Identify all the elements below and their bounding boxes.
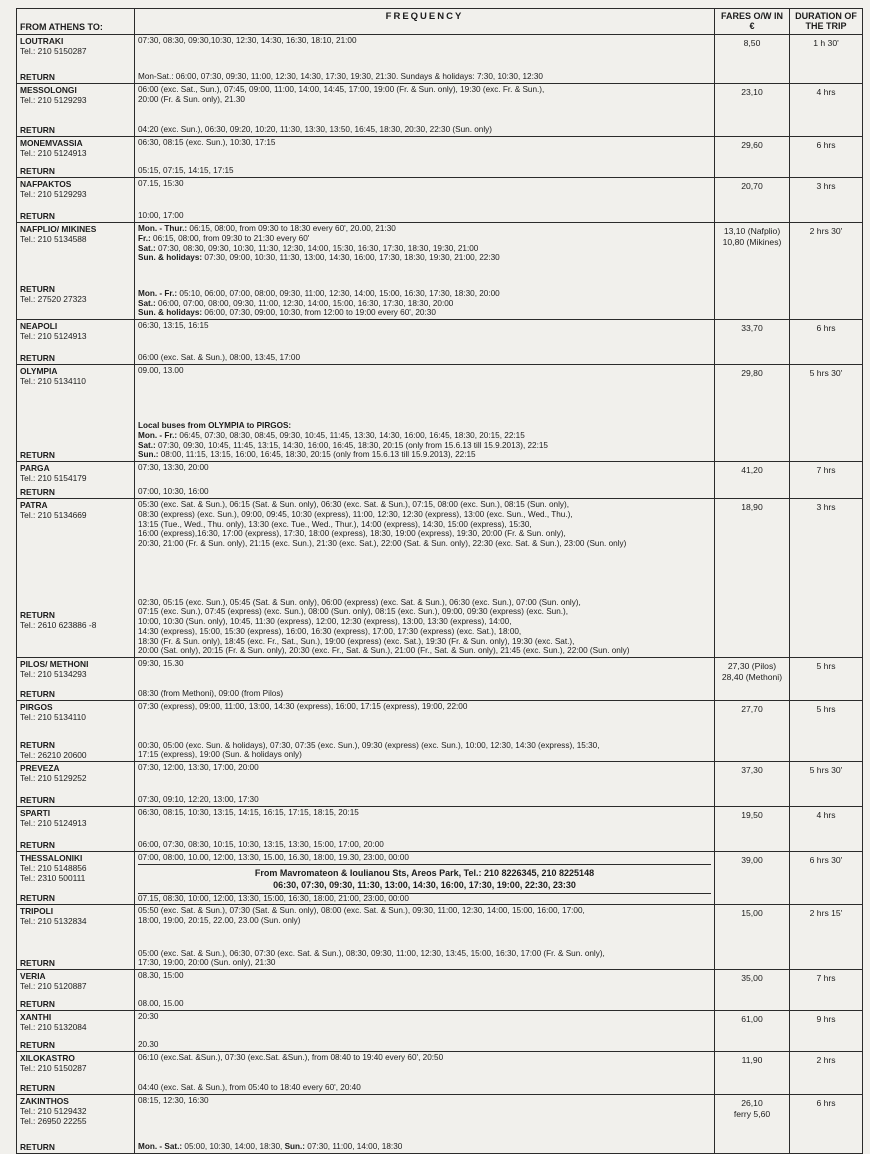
return-label: RETURN [20, 1082, 55, 1093]
times: 05:10, 06:00, 07:00, 08:00, 09:30, 11:00, 12:30, 14:00, 15:00, 16:30, 17:30, 18:30, 20:00 [177, 288, 500, 298]
destination-name: TRIPOLI [20, 906, 54, 916]
schedule-line [138, 441, 711, 451]
phone-number: Tel.: 210 5134110 [20, 376, 86, 387]
frequency-cell [135, 223, 715, 320]
destination-cell [17, 1011, 135, 1052]
duration-cell [790, 178, 863, 223]
duration-value: 6 hrs [816, 323, 836, 333]
phone-number: Tel.: 210 5129252 [20, 773, 87, 784]
frequency-cell [135, 970, 715, 1011]
fare-value: 15,00 [741, 908, 763, 918]
phone-number: Tel.: 210 5132834 [20, 916, 87, 927]
schedule-line [138, 1142, 711, 1152]
destination-cell [17, 701, 135, 762]
schedule-line: 08:30 (express) (exc. Sun.), 09:00, 09:45, 10:30 (express), 11:00, 12:30, 12:30 (express), 13:00 (exc. Sun., Wed., Thu.), [138, 509, 573, 519]
duration-value: 1 h 30' [813, 38, 839, 48]
schedule-line [138, 431, 711, 441]
schedule-line: 20.30 [138, 1040, 159, 1050]
schedule-line: 09.00, 13.00 [138, 366, 184, 375]
return-label: RETURN [20, 1039, 55, 1050]
day-label: Sun. & holidays: [138, 253, 203, 263]
fare-cell [715, 762, 790, 807]
destination-cell [17, 1052, 135, 1095]
phone-number: Tel.: 210 5132084 [20, 1022, 87, 1033]
fare-value: 26,10 [741, 1098, 763, 1108]
route-row [17, 84, 863, 137]
duration-value: 2 hrs 15' [809, 908, 843, 918]
schedule-line: 18:00, 19:00, 20:15, 22.00, 23.00 (Sun. only) [138, 915, 301, 925]
times: 06:00, 07:30, 09:00, 10:30, from 12:00 to 19:00 every 60', 20:30 [202, 308, 436, 318]
return-label: RETURN [20, 486, 55, 497]
times: 06:00, 07:00, 08:00, 09:30, 11:00, 12:30, 14:00, 15:00, 16:30, 17:30, 18:30, 20:00 [155, 298, 454, 308]
duration-cell [790, 1052, 863, 1095]
fare-cell [715, 970, 790, 1011]
fare-value: 11,90 [741, 1055, 763, 1065]
schedule-line: 05:15, 07:15, 14:15, 17:15 [138, 166, 234, 176]
return-phone: Tel.: 26210 20600 [20, 749, 87, 760]
fare-cell [715, 905, 790, 970]
schedule-line: 06:30, 08:15 (exc. Sun.), 10:30, 17:15 [138, 138, 276, 147]
destination-name: PREVEZA [20, 763, 60, 773]
return-label: RETURN [20, 165, 55, 176]
schedule-line: 20:30, 21:00 (Fr. & Sun. only), 21:15 (exc. Sun.), 21:30 (exc. Sat.), 22:00 (Sat. & Sun. only), 22:30 (exc. Sat. & Sun.), 23:00 (Sun. only) [138, 539, 627, 548]
schedule-line: 17:15 (express), 19:00 (Sun. & holidays only) [138, 750, 302, 760]
times: 07:30, 08:30, 09:30, 10:30, 11:30, 12:30, 14:00, 15:30, 16:30, 17:30, 18:30, 19:30, 21:00 [155, 243, 479, 253]
duration-cell [790, 1011, 863, 1052]
alt-departure-line: 06:30, 07:30, 09:30, 11:30, 13:00, 14:30, 16:00, 17:30, 19:00, 22:30, 23:30 [273, 879, 576, 890]
schedule-line [138, 450, 711, 460]
destination-cell [17, 178, 135, 223]
frequency-cell [135, 1095, 715, 1154]
frequency-cell [135, 499, 715, 658]
schedule-line: 07:30, 08:30, 09:30,10:30, 12:30, 14:30, 16:30, 18:10, 21:00 [138, 36, 357, 45]
schedule-line: 08:15, 12:30, 16:30 [138, 1096, 209, 1105]
destination-name: XILOKASTRO [20, 1053, 75, 1063]
duration-value: 5 hrs [816, 661, 836, 671]
fare-value: 39,00 [741, 855, 763, 865]
route-row [17, 905, 863, 970]
phone-number: Tel.: 210 5120887 [20, 981, 87, 992]
destination-name: NAFPLIO/ MIKINES [20, 224, 97, 234]
destination-name: PILOS/ METHONI [20, 659, 89, 669]
phone-number: Tel.: 210 5124913 [20, 148, 87, 159]
fare-cell [715, 852, 790, 905]
route-row [17, 223, 863, 320]
destination-name: ZAKINTHOS [20, 1096, 69, 1106]
schedule-line: 16:00 (express),16:30, 17:00 (express), 17:30, 18:00 (express), 18:30, 19:00 (express), 19:30, 20:00 (Fr. & Sun. only), [138, 529, 566, 539]
return-label: RETURN [20, 210, 55, 221]
schedule-line: 07.15, 08:30, 10:00, 12:00, 13:30, 15:00, 16:30, 18:00, 21:00, 23:00, 00:00 [138, 894, 409, 903]
return-label: RETURN [20, 998, 55, 1009]
frequency-cell [135, 701, 715, 762]
times: 07:30, 09:00, 10:30, 11:30, 13:00, 14:30, 16:00, 17:30, 18:30, 19:30, 21:00, 22:30 [202, 253, 500, 263]
destination-cell [17, 35, 135, 84]
destination-name: LOUTRAKI [20, 36, 64, 46]
fare-cell [715, 137, 790, 178]
route-row [17, 462, 863, 499]
phone-number: Tel.: 210 5124913 [20, 818, 87, 829]
fare-value: 29,80 [741, 368, 763, 378]
schedule-line: 10:00, 10:30 (Sun. only), 10:45, 11:30 (express), 12:00, 12:30 (express), 13:00, 13:30 (express), 14:00, [138, 617, 512, 626]
fare-cell [715, 223, 790, 320]
route-row [17, 852, 863, 905]
alt-departure-line: From Mavromateon & Ioulianou Sts, Areos Park, Tel.: 210 8226345, 210 8225148 [254, 867, 595, 878]
duration-value: 5 hrs 30' [809, 368, 843, 378]
header-fares: FARES O/W IN € [715, 9, 790, 35]
frequency-cell [135, 852, 715, 905]
destination-cell [17, 807, 135, 852]
times: 07:30, 09:30, 10:45, 11:45, 13:15, 14:30, 16:00, 16:45, 18:30, 20:15 (only from 15.6.13 till 15.9.2013), 22:15 [155, 440, 548, 450]
fare-cell [715, 658, 790, 701]
fare-cell [715, 1095, 790, 1154]
return-label: RETURN [20, 283, 55, 294]
header-frequency: FREQUENCY [135, 9, 715, 35]
frequency-cell [135, 320, 715, 365]
fare-value: 27,30 (Pilos) [727, 661, 777, 671]
header-duration: DURATION OF THE TRIP [790, 9, 863, 35]
duration-cell [790, 905, 863, 970]
times: 07:30, 11:00, 14:00, 18:30 [305, 1142, 403, 1152]
destination-name: SPARTI [20, 808, 51, 818]
times: 06:15, 08:00, from 09:30 to 21:30 every 60' [150, 233, 310, 243]
duration-cell [790, 658, 863, 701]
phone-number: Tel.: 210 5124913 [20, 331, 87, 342]
duration-cell [790, 499, 863, 658]
frequency-cell [135, 1052, 715, 1095]
frequency-cell [135, 905, 715, 970]
fare-value: 18,90 [741, 502, 763, 512]
timetable-sheet [16, 8, 862, 1154]
return-label: RETURN [20, 688, 55, 699]
day-label: Sat.: [138, 440, 156, 450]
schedule-line [138, 234, 711, 244]
duration-cell [790, 852, 863, 905]
fare-cell [715, 1011, 790, 1052]
schedule-line [138, 299, 711, 309]
fare-cell [715, 1052, 790, 1095]
schedule-line: 00:30, 05:00 (exc. Sun. & holidays), 07:30, 07:35 (exc. Sun.), 09:30 (express) (exc. Sun.), 10:00, 12:30, 14:30 (express), 15:30, [138, 740, 600, 750]
route-row [17, 499, 863, 658]
schedule-line [138, 308, 711, 318]
fare-value: 19,50 [741, 810, 763, 820]
route-row [17, 1011, 863, 1052]
schedule-line: 04:20 (exc. Sun.), 06:30, 09:20, 10:20, 11:30, 13:30, 13:50, 16:45, 18:30, 20:30, 22:30 (Sun. only) [138, 125, 492, 135]
fare-cell [715, 320, 790, 365]
fare-value: 61,00 [741, 1014, 763, 1024]
schedule-line [138, 253, 711, 263]
phone-number: Tel.: 210 5134669 [20, 510, 87, 521]
times: 05:00, 10:30, 14:00, 18:30, [182, 1142, 285, 1152]
duration-cell [790, 35, 863, 84]
schedule-line: 06:30, 13:15, 16:15 [138, 321, 209, 330]
schedule-line: 20:00 (Sat. only), 20:15 (Fr. & Sun. only), 20:30 (exc. Fr., Sat. & Sun.), 21:00 (Fr., Sat. & Sun. only), 21:45 (exc. Sun.), 22:00 (Sun. only) [138, 646, 630, 656]
return-label: RETURN [20, 609, 55, 620]
fare-cell [715, 35, 790, 84]
duration-value: 5 hrs 30' [809, 765, 843, 775]
fare-cell [715, 462, 790, 499]
destination-name: VERIA [20, 971, 46, 981]
destination-cell [17, 970, 135, 1011]
schedule-line: 07:30 (express), 09:00, 11:00, 13:00, 14:30 (express), 16:00, 17:15 (express), 19:00, 22:00 [138, 702, 468, 711]
return-label: RETURN [20, 794, 55, 805]
fare-cell [715, 499, 790, 658]
schedule-line: 04:40 (exc. Sat. & Sun.), from 05:40 to 18:40 every 60', 20:40 [138, 1083, 361, 1093]
duration-cell [790, 762, 863, 807]
fare-value: 10,80 (Mikines) [722, 237, 782, 248]
phone-number: Tel.: 210 5150287 [20, 1063, 87, 1074]
schedule-line: 18:30 (Fr. & Sun. only), 18:45 (exc. Fr., Sat., Sun.), 19:00 (express) (exc. Sat.), 19:30 (Fr. & Sun. only), 19:30 (exc. Sat.), [138, 636, 575, 646]
phone-number: Tel.: 210 5154179 [20, 473, 87, 484]
fare-value: 29,60 [741, 140, 763, 150]
destination-cell [17, 499, 135, 658]
schedule-line: 02:30, 05:15 (exc. Sun.), 05:45 (Sat. & Sun. only), 06:00 (express) (exc. Sat. & Sun.), 06:30 (exc. Sun.), 07:00 (Sun. only), [138, 597, 581, 607]
destination-cell [17, 223, 135, 320]
schedule-line: 20:00 (Fr. & Sun. only), 21.30 [138, 94, 245, 104]
return-phone: Tel.: 2610 623886 -8 [20, 619, 97, 630]
route-row [17, 701, 863, 762]
schedule-line: 06:00 (exc. Sat., Sun.), 07:45, 09:00, 11:00, 14:00, 14:45, 17:00, 19:00 (Fr. & Sun. only), 19:30 (exc. Fr. & Sun.), [138, 85, 545, 94]
route-row [17, 320, 863, 365]
day-label: Sun. & holidays: [138, 308, 203, 318]
day-label: Fr.: [138, 233, 151, 243]
destination-cell [17, 320, 135, 365]
phone-number: Tel.: 26950 22255 [20, 1116, 87, 1127]
route-row [17, 35, 863, 84]
destination-cell [17, 137, 135, 178]
destination-cell [17, 658, 135, 701]
schedule-line: 07:15 (exc. Sun.), 07:45 (express) (exc. Sun.), 08:00 (Sun. only), 08:15 (exc. Sun.), 09:00, 09:30 (express) (exc. Sun.), [138, 607, 569, 617]
day-label: Mon. - Sat.: [138, 1142, 183, 1152]
destination-cell [17, 462, 135, 499]
route-row [17, 1052, 863, 1095]
destination-name: XANTHI [20, 1012, 52, 1022]
fare-cell [715, 365, 790, 462]
destination-cell [17, 905, 135, 970]
frequency-cell [135, 84, 715, 137]
frequency-cell [135, 137, 715, 178]
duration-value: 6 hrs [816, 140, 836, 150]
return-label: RETURN [20, 71, 55, 82]
destination-cell [17, 852, 135, 905]
duration-cell [790, 1095, 863, 1154]
return-phone: Tel.: 27520 27323 [20, 293, 87, 304]
frequency-cell [135, 365, 715, 462]
day-label: Sun.: [138, 450, 159, 460]
destination-name: PARGA [20, 463, 50, 473]
schedule-line: 10:00, 17:00 [138, 211, 184, 221]
frequency-cell [135, 462, 715, 499]
day-label: Sat.: [138, 298, 156, 308]
schedule-line: 06:30, 08:15, 10:30, 13:15, 14:15, 16:15, 17:15, 18:15, 20:15 [138, 808, 359, 817]
header-from: FROM ATHENS TO: [17, 9, 135, 35]
route-row [17, 807, 863, 852]
schedule-line [138, 289, 711, 299]
schedule-line: 05:50 (exc. Sat. & Sun.), 07:30 (Sat. & Sun. only), 08:00 (exc. Sat. & Sun.), 09:30, 11:00, 12:30, 14:00, 15:00, 16:00, 17:00, [138, 906, 585, 915]
fare-value: 13,10 (Nafplio) [723, 226, 781, 236]
schedule-line: 08.30, 15:00 [138, 971, 184, 980]
schedule-line: 17:30, 19:00, 20:00 (Sun. only), 21:30 [138, 958, 276, 968]
duration-value: 4 hrs [816, 87, 836, 97]
schedule-line [138, 244, 711, 254]
destination-cell [17, 1095, 135, 1154]
timetable-body [17, 35, 863, 1154]
return-label: RETURN [20, 449, 55, 460]
phone-number: Tel.: 210 5134293 [20, 669, 87, 680]
destination-name: NAFPAKTOS [20, 179, 72, 189]
schedule-line: 07.15, 15:30 [138, 179, 184, 188]
schedule-line: 14:30 (express), 15:00, 15:30 (express), 16:00, 16:30 (express), 17:00, 17:30 (express) (exc. Sat.), 18:00, [138, 626, 522, 636]
destination-name: PATRA [20, 500, 48, 510]
duration-cell [790, 462, 863, 499]
fare-value: 35,00 [741, 973, 763, 983]
fare-cell [715, 807, 790, 852]
alt-departure-box [138, 864, 711, 894]
times: 06:15, 08:00, from 09:30 to 18:30 every 60', 20.00, 21:30 [187, 224, 396, 233]
route-row [17, 365, 863, 462]
route-row [17, 178, 863, 223]
phone-number: Tel.: 210 5129293 [20, 189, 87, 200]
duration-cell [790, 807, 863, 852]
fare-value: 23,10 [741, 87, 763, 97]
schedule-line: 07:30, 12:00, 13:30, 17:00, 20:00 [138, 763, 259, 772]
schedule-line [138, 224, 711, 234]
fare-cell [715, 84, 790, 137]
schedule-line: 07:00, 08:00, 10.00, 12:00, 13:30, 15.00, 16.30, 18:00, 19.30, 23:00, 00:00 [138, 853, 409, 862]
day-label: Mon. - Fr.: [138, 288, 178, 298]
destination-name: THESSALONIKI [20, 853, 83, 863]
duration-value: 7 hrs [816, 973, 836, 983]
frequency-cell [135, 807, 715, 852]
route-row [17, 762, 863, 807]
return-label: RETURN [20, 892, 55, 903]
phone-number: Tel.: 210 5134588 [20, 234, 87, 245]
duration-value: 6 hrs 30' [809, 855, 843, 865]
duration-cell [790, 701, 863, 762]
route-row [17, 970, 863, 1011]
duration-value: 2 hrs 30' [809, 226, 843, 236]
fare-value: 33,70 [741, 323, 763, 333]
times: 08:00, 11:15, 13:15, 16:00, 16:45, 18:30, 20:15 (only from 15.6.13 till 15.9.2013), 22:15 [158, 450, 476, 460]
return-label: RETURN [20, 124, 55, 135]
phone-number: Tel.: 210 5129293 [20, 95, 87, 106]
schedule-line: 06:00, 07:30, 08:30, 10:15, 10:30, 13:15, 13:30, 15:00, 17:00, 20:00 [138, 840, 384, 850]
schedule-line: 08:30 (from Methoni), 09:00 (from Pilos) [138, 689, 284, 699]
schedule-line: 07:00, 10:30, 16:00 [138, 487, 209, 497]
schedule-line: 07:30, 09:10, 12:20, 13:00, 17:30 [138, 795, 259, 805]
schedule-line: 05:00 (exc. Sat. & Sun.), 06:30, 07:30 (exc. Sat. & Sun.), 08:30, 09:30, 11:00, 12:30, 13:45, 15:00, 16:30, 17:00 (Fr. & Sun. only), [138, 948, 605, 958]
destination-name: PIRGOS [20, 702, 53, 712]
fare-value: 28,40 (Methoni) [721, 672, 783, 683]
frequency-cell [135, 178, 715, 223]
route-row [17, 137, 863, 178]
schedule-line: 08.00, 15.00 [138, 999, 184, 1009]
fare-value: 20,70 [741, 181, 763, 191]
phone-number: Tel.: 210 5150287 [20, 46, 87, 57]
schedule-line: 06:10 (exc.Sat. &Sun.), 07:30 (exc.Sat. &Sun.), from 08:40 to 19:40 every 60', 20:50 [138, 1053, 444, 1062]
destination-cell [17, 365, 135, 462]
day-label: Mon. - Fr.: [138, 430, 178, 440]
schedule-line: 07:30, 13:30, 20:00 [138, 463, 209, 472]
destination-name: NEAPOLI [20, 321, 58, 331]
schedule-line: 20:30 [138, 1012, 159, 1021]
day-label: Sat.: [138, 243, 156, 253]
destination-cell [17, 762, 135, 807]
duration-value: 3 hrs [816, 181, 836, 191]
phone-number: Tel.: 210 5129432 [20, 1106, 87, 1117]
duration-value: 9 hrs [816, 1014, 836, 1024]
bus-timetable [16, 8, 863, 1154]
duration-cell [790, 137, 863, 178]
fare-value: 41,20 [741, 465, 763, 475]
fare-value: 8,50 [743, 38, 761, 48]
duration-value: 4 hrs [816, 810, 836, 820]
duration-value: 6 hrs [816, 1098, 836, 1108]
duration-value: 7 hrs [816, 465, 836, 475]
destination-name: MONEMVASSIA [20, 138, 83, 148]
return-label: RETURN [20, 839, 55, 850]
schedule-line: Mon-Sat.: 06:00, 07:30, 09:30, 11:00, 12:30, 14:30, 17:30, 19:30, 21:30. Sundays & holidays: 7:30, 10:30, 12:30 [138, 72, 543, 82]
phone-number: Tel.: 2310 500111 [20, 873, 86, 884]
fare-value: 27,70 [741, 704, 763, 714]
fare-value: ferry 5,60 [733, 1109, 771, 1120]
times: 06:45, 07:30, 08:30, 08:45, 09:30, 10:45, 11:45, 13:30, 14:30, 16:00, 16:45, 18:30, 20:15, 22:15 [177, 430, 525, 440]
duration-value: 5 hrs [816, 704, 836, 714]
schedule-line: 09:30, 15.30 [138, 659, 184, 668]
schedule-line: 06:00 (exc. Sat. & Sun.), 08:00, 13:45, 17:00 [138, 353, 301, 363]
route-row [17, 658, 863, 701]
return-label: RETURN [20, 739, 55, 750]
destination-name: MESSOLONGI [20, 85, 77, 95]
duration-cell [790, 970, 863, 1011]
return-label: RETURN [20, 957, 55, 968]
return-label: RETURN [20, 1141, 55, 1152]
local-buses-heading: Local buses from OLYMPIA to PIRGOS: [138, 421, 292, 430]
fare-cell [715, 701, 790, 762]
duration-cell [790, 365, 863, 462]
frequency-cell [135, 1011, 715, 1052]
schedule-line: 13:15 (Tue., Wed., Thu. only), 13:30 (exc. Tue., Wed., Thur.), 14:00 (express), 14:30, 15:00 (express), 15:30, [138, 519, 532, 529]
duration-value: 3 hrs [816, 502, 836, 512]
frequency-cell [135, 35, 715, 84]
return-label: RETURN [20, 352, 55, 363]
destination-name: OLYMPIA [20, 366, 58, 376]
duration-cell [790, 84, 863, 137]
day-label: Sun.: [284, 1142, 306, 1152]
phone-number: Tel.: 210 5148856 [20, 863, 87, 874]
duration-cell [790, 223, 863, 320]
destination-cell [17, 84, 135, 137]
route-row [17, 1095, 863, 1154]
schedule-line: 05:30 (exc. Sat. & Sun.), 06:15 (Sat. & Sun. only), 06:30 (exc. Sat. & Sun.), 07:15, 08:00 (exc. Sun.), 08:15 (Sun. only), [138, 500, 569, 509]
duration-cell [790, 320, 863, 365]
phone-number: Tel.: 210 5134110 [20, 712, 86, 723]
fare-cell [715, 178, 790, 223]
duration-value: 2 hrs [816, 1055, 836, 1065]
frequency-cell [135, 762, 715, 807]
fare-value: 37,30 [741, 765, 763, 775]
frequency-cell [135, 658, 715, 701]
day-label: Mon. - Thur.: [138, 224, 188, 233]
